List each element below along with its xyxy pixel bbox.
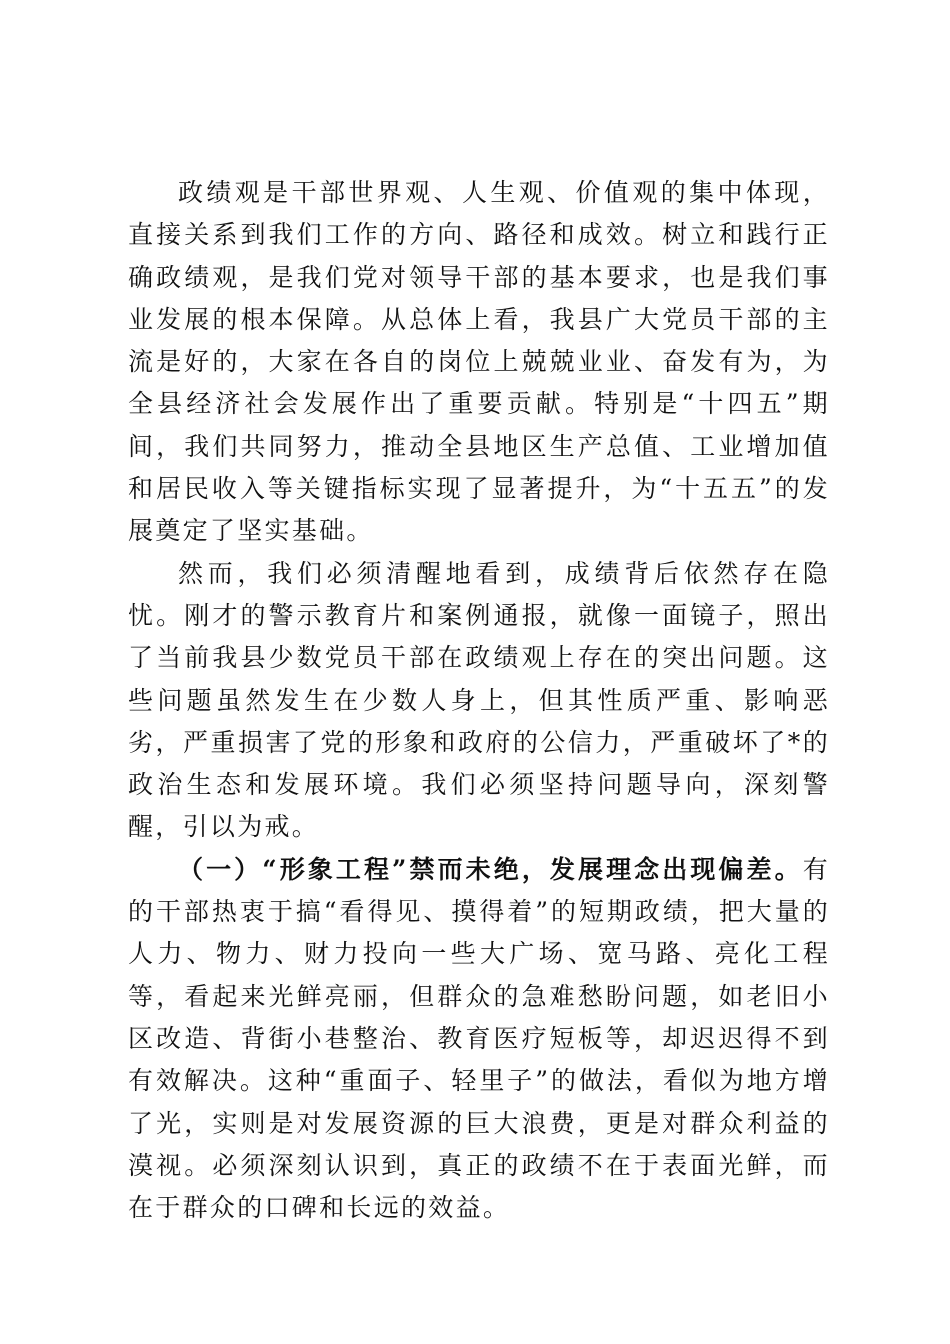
paragraph-problems — [128, 553, 830, 849]
paragraph-problems-text: 然而，我们必须清醒地看到，成绩背后依然存在隐忧。刚才的警示教育片和案例通报，就像一面镜子，照出了当前我县少数党员干部在政绩观上存在的突出问题。这些问题虽然发生在少数人身上，但其性质严重、影响恶劣，严重损害了党的形象和政府的公信力，严重破坏了*的政治生态和发展环境。我们必须坚持问题导向，深刻警醒，引以为戒。 — [128, 558, 830, 842]
document-body — [128, 172, 830, 1229]
paragraph-intro — [128, 172, 830, 553]
paragraph-section-one — [128, 849, 830, 1230]
section-one-text: 有的干部热衷于搞“看得见、摸得着”的短期政绩，把大量的人力、物力、财力投向一些大广场、宽马路、亮化工程等，看起来光鲜亮丽，但群众的急难愁盼问题，如老旧小区改造、背街小巷整治、教育医疗短板等，却迟迟得不到有效解决。这种“重面子、轻里子”的做法，看似为地方增了光，实则是对发展资源的巨大浪费，更是对群众利益的漠视。必须深刻认识到，真正的政绩不在于表面光鲜，而在于群众的口碑和长远的效益。 — [128, 854, 830, 1223]
section-one-heading: （一）“形象工程”禁而未绝，发展理念出现偏差。 — [178, 854, 803, 884]
paragraph-intro-text: 政绩观是干部世界观、人生观、价值观的集中体现，直接关系到我们工作的方向、路径和成效。树立和践行正确政绩观，是我们党对领导干部的基本要求，也是我们事业发展的根本保障。从总体上看，我县广大党员干部的主流是好的，大家在各自的岗位上兢兢业业、奋发有为，为全县经济社会发展作出了重要贡献。特别是“十四五”期间，我们共同努力，推动全县地区生产总值、工业增加值和居民收入等关键指标实现了显著提升，为“十五五”的发展奠定了坚实基础。 — [128, 178, 830, 546]
